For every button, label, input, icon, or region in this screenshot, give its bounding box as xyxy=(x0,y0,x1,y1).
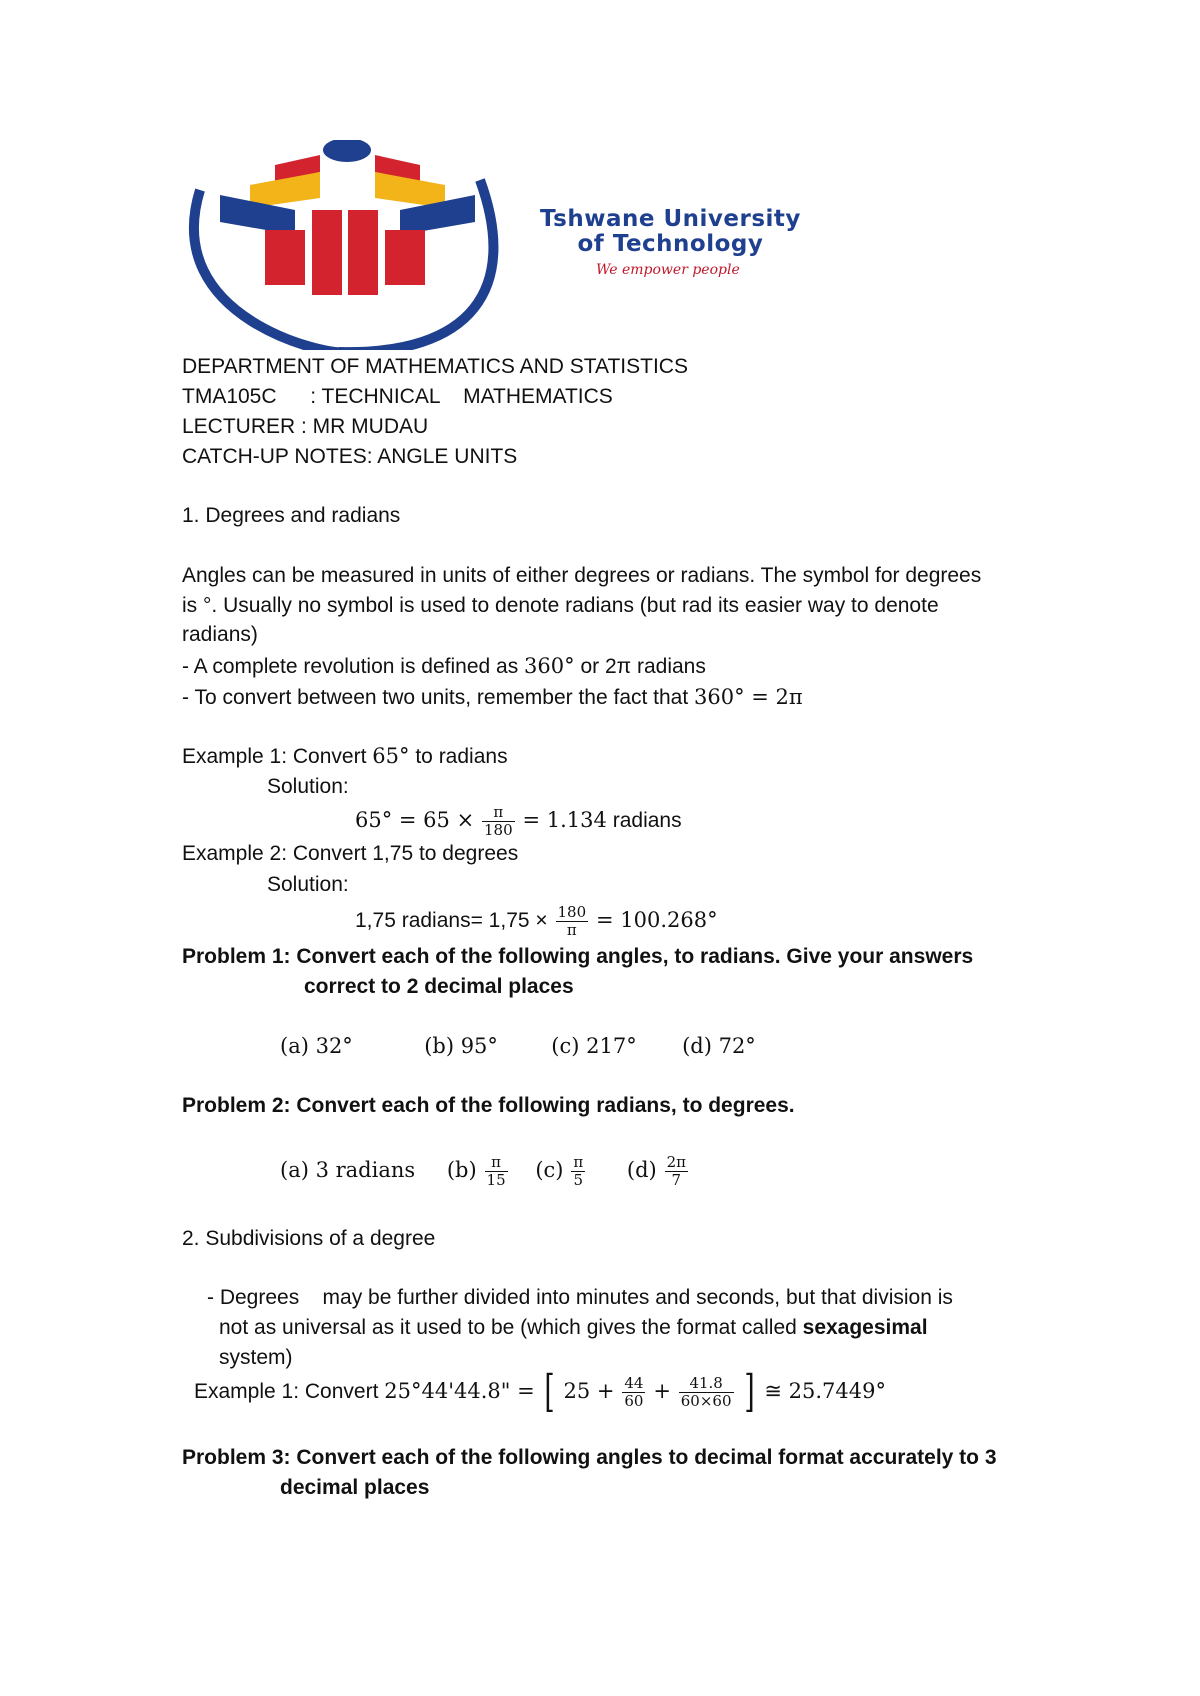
bullet-convert-math: 360° = 2π xyxy=(694,685,803,709)
intro-line-1: Angles can be measured in units of either degrees or radians. The symbol for degrees xyxy=(182,564,982,587)
bullet-convert xyxy=(182,684,803,711)
example2-frac-num: 180 xyxy=(557,902,587,921)
example1-frac-den: 180 xyxy=(484,820,513,839)
logo-red-block-4 xyxy=(385,230,425,285)
logo-tagline: We empower people xyxy=(596,262,740,278)
logo-red-block-3 xyxy=(348,210,378,295)
example2-line: Example 2: Convert 1,75 to degrees xyxy=(182,842,519,865)
course-name: : TECHNICAL MATHEMATICS xyxy=(310,385,613,408)
example2-fraction xyxy=(556,904,589,939)
example3-angle: 25°44'44.8" = xyxy=(384,1379,535,1403)
problem2-item-b-num: π xyxy=(491,1152,502,1171)
section2-bullet-line2-text: not as universal as it used to be (which gives the format called xyxy=(219,1316,803,1339)
example1-equation xyxy=(355,800,682,841)
intro-line-3: radians) xyxy=(182,623,258,646)
example1-solution-label: Solution: xyxy=(267,775,349,798)
problem2-items xyxy=(280,1148,690,1193)
section2-heading: 2. Subdivisions of a degree xyxy=(182,1227,436,1250)
problem1-item-a: (a) 32° xyxy=(280,1034,353,1058)
section2-bullet-line2 xyxy=(219,1315,928,1341)
course-line xyxy=(182,384,613,410)
example1-unit: radians xyxy=(606,809,682,832)
bullet-convert-text: - To convert between two units, remember the fact that xyxy=(182,686,695,709)
problem1-line2: correct to 2 decimal places xyxy=(304,975,574,998)
section2-bullet-line3: system) xyxy=(219,1346,293,1369)
problem1-items xyxy=(280,1033,756,1059)
problem1-line1: Problem 1: Convert each of the following angles, to radians. Give your answers xyxy=(182,945,974,968)
example3-frac1-num: 44 xyxy=(624,1373,644,1392)
problem1-item-d: (d) 72° xyxy=(682,1034,756,1058)
bullet-revolution-math: 360° xyxy=(524,654,575,678)
department-title: DEPARTMENT OF MATHEMATICS AND STATISTICS xyxy=(182,355,688,378)
bullet-revolution-text: - A complete revolution is defined as xyxy=(182,655,525,678)
problem1-item-b: (b) 95° xyxy=(424,1034,498,1058)
example2-lhs: 1,75 radians= 1,75 × xyxy=(355,909,548,932)
problem2-line1: Problem 2: Convert each of the following radians, to degrees. xyxy=(182,1094,795,1117)
example1-angle: 65° xyxy=(372,744,410,768)
example2-solution-label: Solution: xyxy=(267,873,349,896)
example3-line xyxy=(194,1366,886,1417)
bullet-revolution xyxy=(182,653,706,680)
example3-label: Example 1: Convert xyxy=(194,1380,385,1403)
example1-label: Example 1: Convert xyxy=(182,745,373,768)
problem2-item-c-label: (c) xyxy=(535,1158,564,1182)
problem2-item-d-num: 2π xyxy=(666,1152,686,1171)
example3-result: ≅ 25.7449° xyxy=(764,1379,886,1403)
example3-frac2-num: 41.8 xyxy=(689,1373,723,1392)
logo-head xyxy=(323,140,371,162)
bullet-revolution-tail: or 2π radians xyxy=(580,655,706,678)
problem2-item-d-fraction xyxy=(665,1154,688,1189)
problem3-line1: Problem 3: Convert each of the following angles to decimal format accurately to 3 xyxy=(182,1446,997,1469)
problem2-item-c-num: π xyxy=(573,1152,584,1171)
logo-name-line1: Tshwane University xyxy=(540,206,801,232)
example3-fraction1 xyxy=(622,1375,645,1410)
example3-frac1-den: 60 xyxy=(624,1391,644,1410)
example1-lhs: 65° = 65 × xyxy=(355,808,475,832)
problem1-item-c: (c) 217° xyxy=(551,1034,637,1058)
example3-plus: + xyxy=(653,1379,671,1403)
problem2-item-d-label: (d) xyxy=(626,1158,657,1182)
course-code: TMA105C xyxy=(182,385,277,408)
problem2-item-c-fraction xyxy=(571,1154,585,1189)
problem2-item-b-label: (b) xyxy=(446,1158,477,1182)
example1-line xyxy=(182,743,508,770)
example1-rhs: = 1.134 xyxy=(522,808,607,832)
example1-tail: to radians xyxy=(415,745,508,768)
problem2-item-a: (a) 3 radians xyxy=(280,1158,416,1182)
example2-equation xyxy=(355,898,718,943)
logo-red-block-1 xyxy=(265,230,305,285)
left-bracket: [ xyxy=(543,1366,555,1418)
logo-university-name xyxy=(540,207,801,257)
example2-frac-den: π xyxy=(556,921,589,939)
intro-line-2: is °. Usually no symbol is used to denote radians (but rad its easier way to denote xyxy=(182,594,939,617)
example2-rhs: = 100.268° xyxy=(595,908,718,932)
section1-heading: 1. Degrees and radians xyxy=(182,504,401,527)
example3-term1: 25 + xyxy=(563,1379,615,1403)
logo-name-line2: of Technology xyxy=(577,231,764,257)
right-bracket: ] xyxy=(744,1366,756,1418)
problem3-line2: decimal places xyxy=(280,1476,430,1499)
problem2-item-b-fraction xyxy=(485,1154,508,1189)
sexagesimal-term: sexagesimal xyxy=(802,1316,928,1339)
problem2-item-d-den: 7 xyxy=(665,1171,688,1189)
example3-fraction2 xyxy=(679,1375,734,1410)
example1-fraction xyxy=(482,804,515,839)
section2-bullet-line1: - Degrees may be further divided into minutes and seconds, but that division is xyxy=(207,1286,953,1309)
notes-title: CATCH-UP NOTES: ANGLE UNITS xyxy=(182,445,518,468)
problem2-item-c-den: 5 xyxy=(571,1171,585,1189)
example3-frac2-den: 60×60 xyxy=(680,1391,732,1410)
lecturer-line: LECTURER : MR MUDAU xyxy=(182,415,429,438)
logo-red-block-2 xyxy=(312,210,342,295)
example1-frac-num: π xyxy=(493,802,504,821)
problem2-item-b-den: 15 xyxy=(486,1170,506,1189)
